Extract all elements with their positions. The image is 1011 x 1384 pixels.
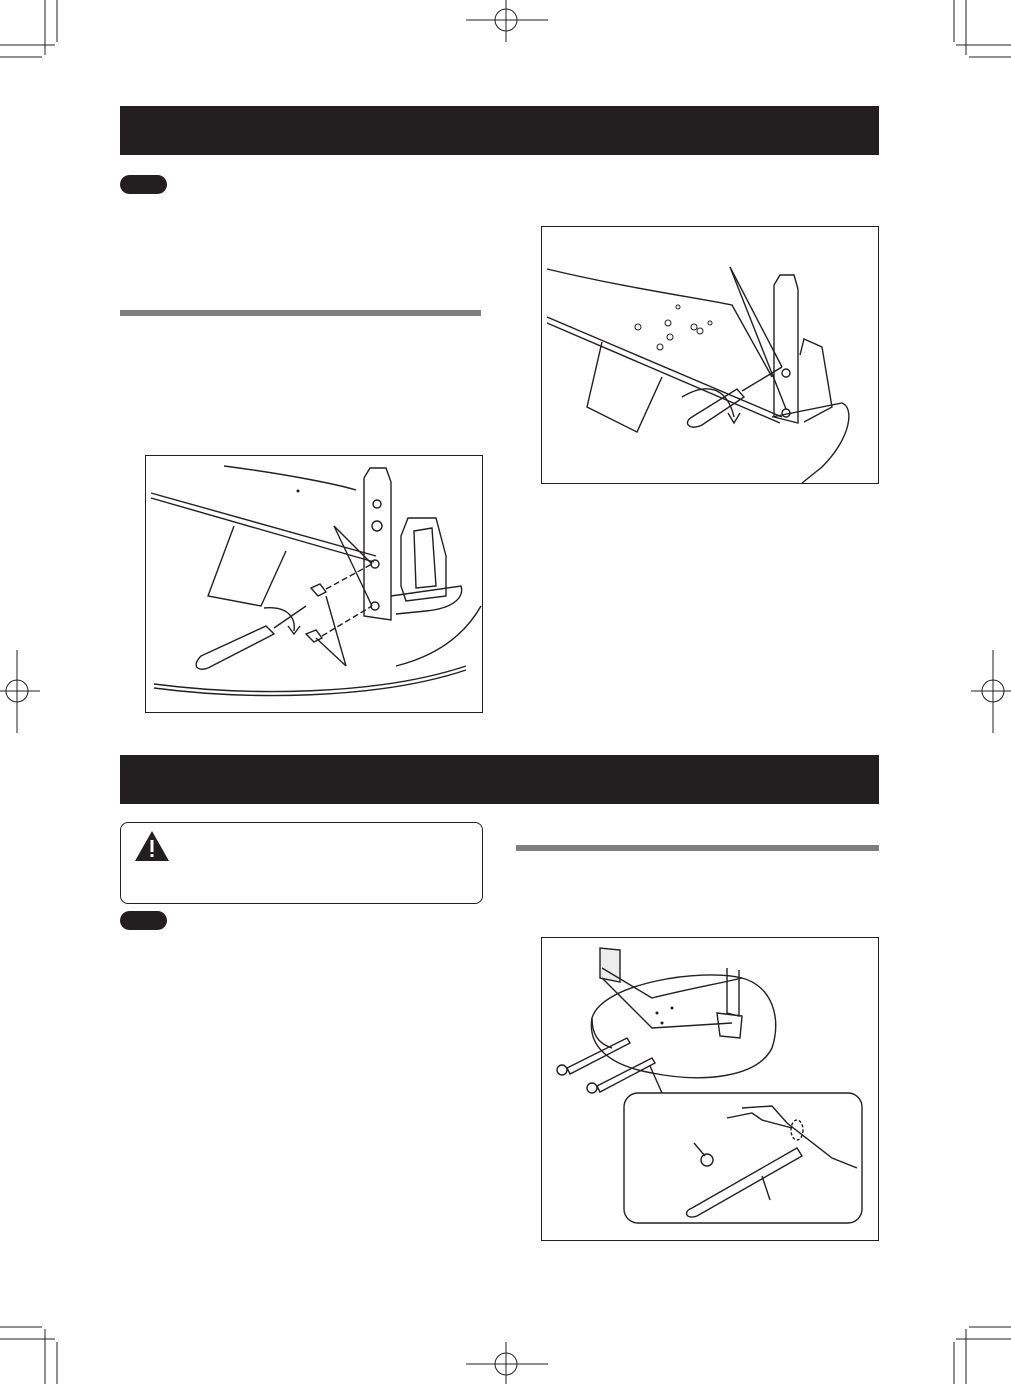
figure-tightening-screws [541,226,879,484]
note-badge-2 [120,911,167,930]
straps-illustration [542,938,878,1240]
warning-box [120,822,483,904]
figure-mounting-straps [541,937,879,1241]
figure-screwing-bracket [145,455,483,713]
note-badge-1 [120,175,167,194]
bracket-illustration [146,456,482,712]
subsection-rule-1 [120,310,481,316]
section-header-bar-2 [120,755,879,804]
warning-triangle-icon [133,829,171,863]
tightening-illustration [542,227,878,483]
section-header-bar-1 [120,106,879,155]
subsection-rule-2 [516,845,879,851]
